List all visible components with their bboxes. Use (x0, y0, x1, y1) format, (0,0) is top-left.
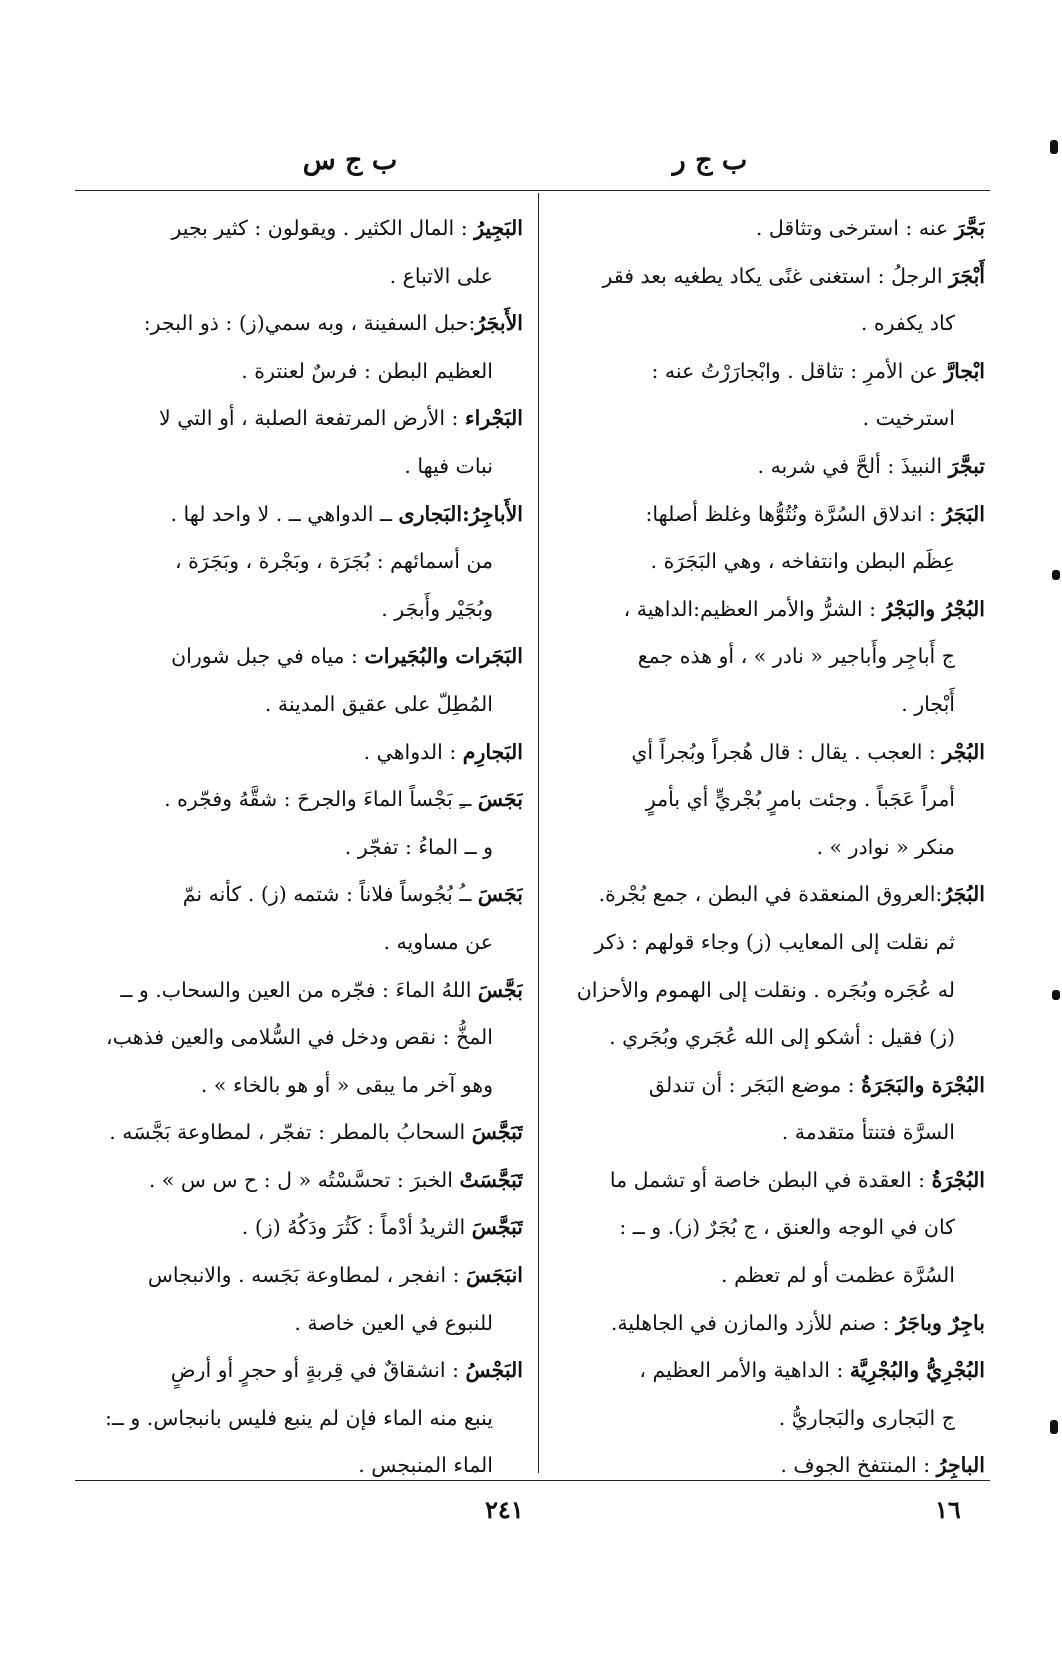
right-column-header: ب ج ر (672, 145, 748, 176)
headword: البُجْرَة والبَجَرَةُ (861, 1072, 985, 1097)
entry-line (78, 1109, 523, 1157)
dictionary-entry (555, 348, 985, 443)
dictionary-entry (78, 300, 523, 395)
headword: تَبَجَّسَتْ (459, 1167, 523, 1192)
headword: البَجارِم (462, 739, 523, 764)
entry-line (78, 1395, 523, 1443)
entry-line (555, 253, 985, 301)
definition-text: ــِ بَجْساً الماءَ والجرحَ : شقَّهُ وفجّره . (164, 787, 478, 812)
entry-line (555, 633, 985, 681)
entry-line (78, 491, 523, 539)
dictionary-entry (78, 776, 523, 871)
definition-text: وهو آخر ما يبقى « أو هو بالخاء » . (200, 1072, 493, 1097)
definition-text: : الشرُّ والأمر العظيم:الداهية ، (623, 596, 883, 621)
entry-line (555, 300, 985, 348)
definition-text: :حبل السفينة ، وبه سمي(ز) : ذو البجر: (143, 311, 476, 336)
entry-line (555, 1109, 985, 1157)
definition-text: : اندلاق السُرَّة ونُتُوُّها وغلظ أصلها: (645, 501, 943, 526)
headword: البَجَرات والبُجَيرات (364, 644, 523, 669)
entry-line (78, 776, 523, 824)
definition-text: النبيذَ : ألحَّ في شربه . (757, 453, 949, 478)
definition-text: الثريدُ أدْماً : كَثُرَ ودَكُهُ (ز) . (241, 1215, 472, 1240)
entry-line (78, 1062, 523, 1110)
entry-line (555, 1300, 985, 1348)
entry-line (555, 443, 985, 491)
dictionary-entry (78, 1252, 523, 1347)
definition-text: : العجب . يقال : قال هُجراً وبُجراً أي (631, 739, 943, 764)
entry-line (78, 1252, 523, 1300)
entry-line (555, 1157, 985, 1205)
headword: البُجْرِيُّ والبُجْرِيَّة (849, 1358, 985, 1383)
headword: البَجِيرُ (474, 216, 523, 240)
entry-line (555, 586, 985, 634)
entry-line (78, 871, 523, 919)
headword: تَبَجَّسَ (471, 1215, 523, 1240)
dictionary-entry (78, 871, 523, 966)
entry-line (555, 681, 985, 729)
headword: بَجَّسَ (477, 977, 523, 1002)
entry-line (555, 538, 985, 586)
left-column (78, 205, 523, 1490)
headword: أَبْجَرَ (949, 263, 985, 288)
dictionary-entry (78, 967, 523, 1110)
dictionary-entry (555, 1062, 985, 1157)
definition-text: المُطِلّ على عقيق المدينة . (264, 691, 493, 716)
dictionary-entry (555, 586, 985, 729)
entry-line (555, 919, 985, 967)
column-divider (538, 193, 539, 1473)
dictionary-entry (555, 1157, 985, 1300)
headword: البَجْسُ (465, 1358, 523, 1383)
definition-text: منكر « نوادر » . (816, 834, 955, 859)
entry-line (78, 681, 523, 729)
bottom-rule (75, 1480, 990, 1481)
left-page-number: ٢٤١ (485, 1495, 524, 1524)
entry-line (78, 967, 523, 1015)
entry-line (78, 919, 523, 967)
headword: البُجْر (942, 739, 985, 764)
definition-text: : صنم للأزد والمازن في الجاهلية. (610, 1310, 897, 1335)
dictionary-entry (555, 205, 985, 253)
scan-edge-mark (1052, 990, 1060, 1000)
definition-text: للنبوع في العين خاصة . (294, 1310, 493, 1335)
headword: بَجَسَ (477, 787, 523, 812)
scan-edge-mark (1050, 1420, 1058, 1434)
headword: بَجَّرَ (954, 216, 985, 240)
entry-line (78, 1204, 523, 1252)
headword: انبَجَسَ (466, 1263, 523, 1288)
definition-text: :العروق المنعقدة في البطن ، جمع بُجْرة. (598, 882, 943, 907)
definition-text: كاد يكفره . (860, 311, 955, 336)
entry-line (78, 1300, 523, 1348)
headword: البُجْرَةُ (931, 1167, 985, 1192)
entry-line (555, 1395, 985, 1443)
definition-text: الخبرَ : تحسَّسْتُه « ل : ح س س » . (148, 1167, 460, 1192)
entry-line (78, 1157, 523, 1205)
entry-line (555, 395, 985, 443)
entry-line (78, 253, 523, 301)
entry-line (555, 1252, 985, 1300)
entry-line (555, 967, 985, 1015)
entry-line (555, 491, 985, 539)
entry-line (78, 633, 523, 681)
dictionary-entry (555, 871, 985, 1061)
definition-text: ــُ بُجُوساً فلاناً : شتمه (ز) . كأنه نمّ (182, 882, 478, 907)
entry-line (555, 1062, 985, 1110)
definition-text: عن الأمرِ : تثاقل . وابْجارَرْتُ عنه : (651, 358, 945, 383)
definition-text: : المال الكثير . ويقولون : كثير بجير (171, 216, 475, 240)
dictionary-entry (78, 1109, 523, 1157)
entry-line (78, 300, 523, 348)
dictionary-entry (78, 1347, 523, 1490)
definition-text: عِظَم البطن وانتفاخه ، وهي البَجَرَة . (650, 549, 955, 574)
definition-text: على الاتباع . (389, 263, 493, 288)
entry-line (555, 1204, 985, 1252)
entry-line (555, 729, 985, 777)
headword: الأَباجِرُ:البَجارى (398, 501, 523, 526)
definition-text: أمراً عَجَباً . وجئت بامرٍ بُجْريٍّ أي بأمرٍ (645, 787, 955, 812)
definition-text: عنه : استرخى وتثاقل . (755, 216, 955, 240)
definition-text: : المنتفخ الجوف . (780, 1453, 937, 1478)
dictionary-entry (555, 729, 985, 872)
entry-line (555, 1442, 985, 1490)
dictionary-entry (555, 1300, 985, 1348)
headword: الأَبجَرُ (475, 311, 523, 336)
dictionary-entry (78, 205, 523, 300)
entry-line (78, 395, 523, 443)
entry-line (78, 729, 523, 777)
entry-line (555, 205, 985, 253)
definition-text: له عُجَره وبُجَره . ونقلت إلى الهموم والأحزان (576, 977, 955, 1002)
headword: البَجْراء (464, 406, 523, 431)
headword: تبجَّرَ (948, 453, 985, 478)
headword: ابْجارَّ (944, 358, 985, 383)
headword: الباجِرُ (936, 1453, 985, 1478)
definition-text: و ــ الماءُ : تفجّر . (344, 834, 493, 859)
top-rule (75, 190, 990, 191)
dictionary-entry (78, 395, 523, 490)
definition-text: ج البَجارى والبَجاريُّ . (778, 1405, 955, 1430)
headword: البُجْرُ والبَجْرُ (882, 596, 985, 621)
definition-text: وبُجَيْر وأَبجَر . (381, 596, 493, 621)
definition-text: ج أَباجِر وأَباجير « نادر » ، أو هذه جمع (637, 644, 955, 669)
dictionary-entry (78, 633, 523, 728)
entry-line (555, 824, 985, 872)
definition-text: : انشقاقٌ في قِربةٍ أو حجرٍ أو أرضٍ (170, 1358, 466, 1383)
left-column-header: ب ج س (302, 145, 398, 176)
entry-line (78, 205, 523, 253)
scan-edge-mark (1052, 570, 1060, 580)
dictionary-entry (555, 1442, 985, 1490)
definition-text: المخُّ : نقص ودخل في السُّلامى والعين فذهب، (105, 1025, 493, 1050)
definition-text: من أسمائهم : بُجَرَة ، وبَجْرة ، وبَجَرَة ، (174, 549, 493, 574)
definition-text: الرجلُ : استغنى غنًى يكاد يطغيه بعد فقر (602, 263, 950, 288)
scan-edge-mark (1050, 140, 1058, 154)
right-column (555, 205, 985, 1490)
definition-text: استرخيت . (862, 406, 955, 431)
headword: البُجَرُ (942, 882, 985, 907)
definition-text: (ز) فقيل : أشكو إلى الله عُجَري وبُجَري . (609, 1025, 955, 1050)
definition-text: ينبع منه الماء فإن لم ينبع فليس بانبجاس. و ــ: (104, 1405, 493, 1430)
definition-text: اللهُ الماءَ : فجّره من العين والسحاب. و ــ (120, 977, 478, 1002)
headword: البَجَرُ (942, 501, 985, 526)
entry-line (555, 348, 985, 396)
definition-text: ــ الدواهي ــ . لا واحد لها . (170, 501, 399, 526)
dictionary-entry (555, 1347, 985, 1442)
definition-text: : انفجر ، لمطاوعة بَجَسه . والانبجاس (147, 1263, 467, 1288)
dictionary-entry (555, 253, 985, 348)
entry-line (78, 824, 523, 872)
definition-text: كان في الوجه والعنق ، ج بُجَرٌ (ز). و ــ : (619, 1215, 955, 1240)
definition-text: السرَّة فتنتأ متقدمة . (781, 1120, 955, 1145)
definition-text: : الأرض المرتفعة الصلبة ، أو التي لا (159, 406, 465, 431)
entry-line (555, 1347, 985, 1395)
definition-text: نبات فيها . (404, 453, 493, 478)
definition-text: السُرَّة عظمت أو لم تعظم . (721, 1263, 955, 1288)
definition-text: الماء المنبجس . (358, 1453, 493, 1478)
dictionary-entry (555, 491, 985, 586)
entry-line (555, 776, 985, 824)
headword: بَجَسَ (477, 882, 523, 907)
definition-text: : الداهية والأمر العظيم ، (639, 1358, 850, 1383)
entry-line (78, 1014, 523, 1062)
definition-text: السحابُ بالمطر : تفجّر ، لمطاوعة بَجَّسَه . (109, 1120, 472, 1145)
headword: باجِرٌ وباجَرُ (896, 1310, 985, 1335)
definition-text: : موضع البَجَر : أن تندلق (648, 1072, 862, 1097)
dictionary-entry (78, 729, 523, 777)
dictionary-entry (555, 443, 985, 491)
entry-line (78, 1442, 523, 1490)
definition-text: : مياه في جبل شوران (171, 644, 365, 669)
definition-text: : العقدة في البطن خاصة أو تشمل ما (609, 1167, 932, 1192)
entry-line (78, 1347, 523, 1395)
definition-text: العظيم البطن : فرسٌ لعنترة . (241, 358, 493, 383)
definition-text: ثم نقلت إلى المعايب (ز) وجاء قولهم : ذكر (594, 929, 955, 954)
definition-text: عن مساويه . (383, 929, 493, 954)
headword: تَبَجَّسَ (471, 1120, 523, 1145)
definition-text: أَبْجار . (901, 691, 955, 716)
right-page-number: ١٦ (935, 1495, 961, 1524)
dictionary-entry (78, 1157, 523, 1205)
entry-line (78, 586, 523, 634)
entry-line (555, 871, 985, 919)
dictionary-entry (78, 491, 523, 634)
dictionary-entry (78, 1204, 523, 1252)
entry-line (555, 1014, 985, 1062)
entry-line (78, 443, 523, 491)
entry-line (78, 348, 523, 396)
entry-line (78, 538, 523, 586)
definition-text: : الدواهي . (363, 739, 463, 764)
